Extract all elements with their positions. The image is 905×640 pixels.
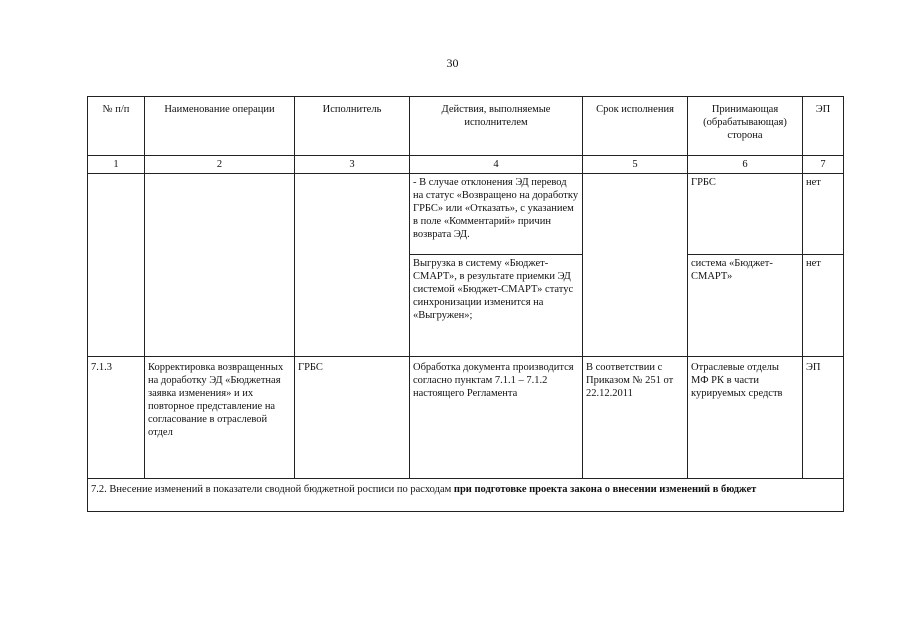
receiver-cell: система «Бюджет-СМАРТ»	[688, 255, 803, 357]
section-title-normal: 7.2. Внесение изменений в показатели сводной бюджетной росписи по расходам	[91, 484, 454, 495]
deadline-cell-empty	[583, 174, 688, 357]
header-deadline: Срок исполнения	[583, 97, 688, 156]
section-title-bold: при подготовке проекта закона о внесении изменений в бюджет	[453, 484, 757, 495]
column-numbers-row	[88, 156, 844, 174]
ep-cell: ЭП	[803, 357, 844, 479]
action-cell: - В случае отклонения ЭД перевод на статус «Возвращено на доработку ГРБС» или «Отказать», с указанием в поле «Комментарий» причин возврата ЭД.	[410, 174, 583, 255]
executor-cell-empty	[295, 174, 410, 357]
table-row	[88, 174, 844, 255]
ep-cell: нет	[803, 255, 844, 357]
header-ep: ЭП	[803, 97, 844, 156]
column-number: 3	[295, 156, 410, 174]
header-number: № п/п	[88, 97, 145, 156]
header-operation: Наименование операции	[145, 97, 295, 156]
column-number: 7	[803, 156, 844, 174]
ep-cell: нет	[803, 174, 844, 255]
executor-cell: ГРБС	[295, 357, 410, 479]
column-number: 6	[688, 156, 803, 174]
receiver-cell: ГРБС	[688, 174, 803, 255]
operation-cell: Корректировка возвращенных на доработку ЭД «Бюджетная заявка изменения» и их повторное представление на согласование в отраслевой отдел	[145, 357, 295, 479]
section-footer-row	[88, 479, 844, 512]
column-number: 2	[145, 156, 295, 174]
regulation-table	[87, 96, 844, 512]
header-actions: Действия, выполняемые исполнителем	[410, 97, 583, 156]
table-row	[88, 357, 844, 479]
action-cell: Обработка документа производится согласно пунктам 7.1.1 – 7.1.2 настоящего Регламента	[410, 357, 583, 479]
header-row	[88, 97, 844, 156]
header-executor: Исполнитель	[295, 97, 410, 156]
deadline-cell: В соответствии с Приказом № 251 от 22.12.2011	[583, 357, 688, 479]
column-number: 4	[410, 156, 583, 174]
action-cell: Выгрузка в систему «Бюджет-СМАРТ», в результате приемки ЭД системой «Бюджет-СМАРТ» статус синхронизации изменится на «Выгружен»;	[410, 255, 583, 357]
number-cell-empty	[88, 174, 145, 357]
number-cell: 7.1.3	[88, 357, 145, 479]
column-number: 5	[583, 156, 688, 174]
receiver-cell: Отраслевые отделы МФ РК в части курируемых средств	[688, 357, 803, 479]
section-footer-cell	[88, 479, 844, 512]
header-receiver: Принимающая (обрабатывающая) сторона	[688, 97, 803, 156]
column-number: 1	[88, 156, 145, 174]
operation-cell-empty	[145, 174, 295, 357]
page-number: 30	[446, 56, 459, 70]
